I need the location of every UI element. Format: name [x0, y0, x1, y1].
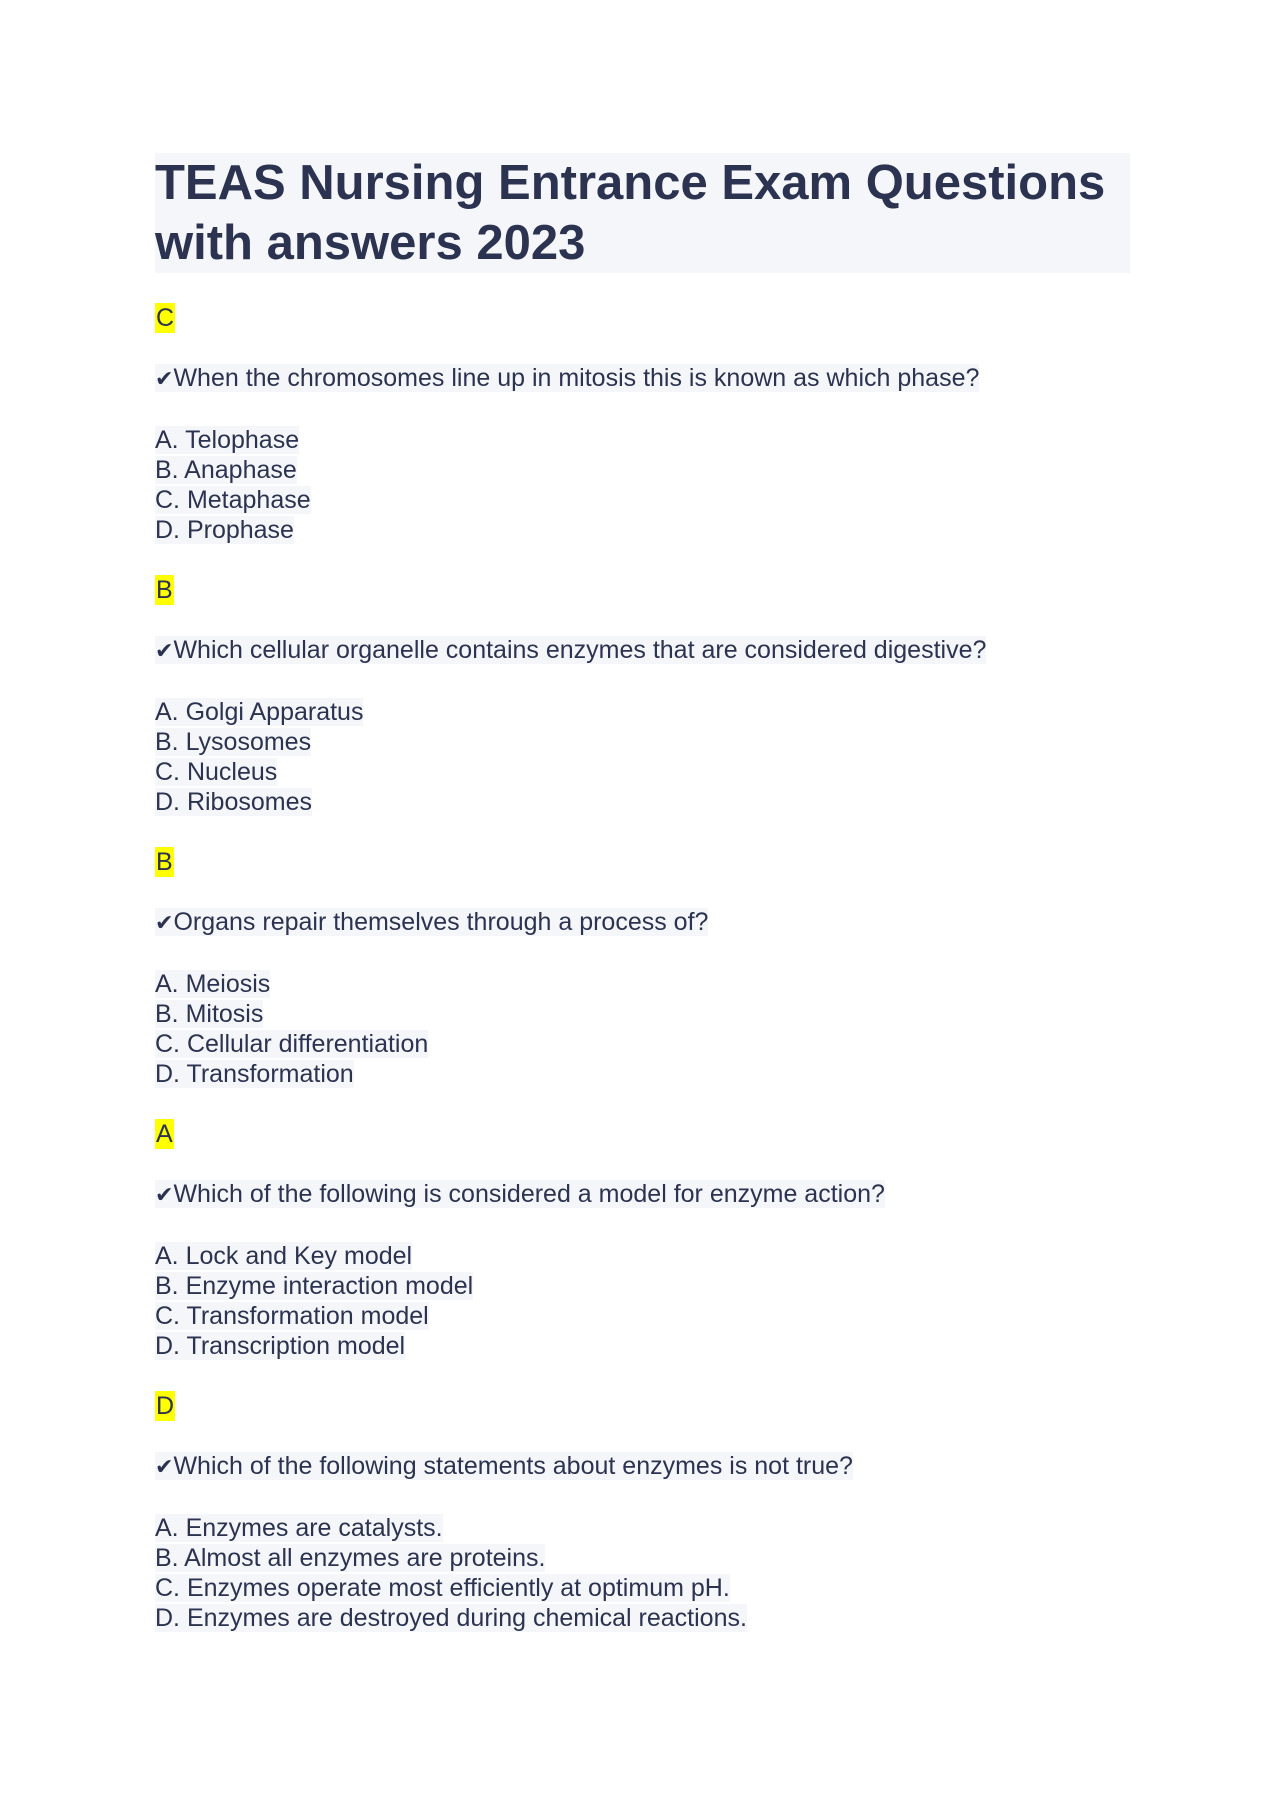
option-item: C. Metaphase: [155, 486, 311, 514]
question-label: When the chromosomes line up in mitosis this is known as which phase?: [173, 364, 980, 392]
answer-key: D: [156, 1392, 175, 1420]
options-list: [155, 425, 1130, 545]
option-item: C. Cellular differentiation: [155, 1030, 429, 1058]
checkmark-icon: ✔: [155, 639, 174, 664]
option-item: D. Prophase: [155, 516, 294, 544]
checkmark-icon: ✔: [155, 911, 174, 936]
checkmark-icon: ✔: [155, 1183, 174, 1208]
option-item: B. Enzyme interaction model: [155, 1272, 474, 1300]
option-item: D. Transformation: [155, 1060, 354, 1088]
option-item: D. Enzymes are destroyed during chemical reactions.: [155, 1604, 747, 1632]
answer-key: B: [156, 848, 173, 876]
question-label: Organs repair themselves through a process of?: [173, 908, 709, 936]
question-block: [155, 1391, 1130, 1633]
checkmark-icon: ✔: [155, 367, 174, 392]
page-title: TEAS Nursing Entrance Exam Questions with answers 2023: [155, 156, 1106, 270]
option-item: D. Transcription model: [155, 1332, 406, 1360]
checkmark-icon: ✔: [155, 1455, 174, 1480]
title-block: [155, 153, 1130, 273]
option-item: A. Enzymes are catalysts.: [155, 1514, 443, 1542]
question-block: [155, 1119, 1130, 1361]
options-list: [155, 697, 1130, 817]
options-list: [155, 1513, 1130, 1633]
options-list: [155, 969, 1130, 1089]
option-item: C. Nucleus: [155, 758, 278, 786]
answer-key: B: [156, 576, 173, 604]
question-text: [155, 1451, 1130, 1483]
option-item: B. Anaphase: [155, 456, 297, 484]
question-block: [155, 847, 1130, 1089]
question-block: [155, 303, 1130, 545]
answer-key: A: [156, 1120, 173, 1148]
option-item: A. Telophase: [155, 426, 300, 454]
question-text: [155, 1179, 1130, 1211]
document-page: [155, 153, 1130, 1633]
option-item: D. Ribosomes: [155, 788, 312, 816]
option-item: C. Enzymes operate most efficiently at optimum pH.: [155, 1574, 730, 1602]
option-item: C. Transformation model: [155, 1302, 429, 1330]
question-label: Which cellular organelle contains enzymes that are considered digestive?: [173, 636, 987, 664]
question-text: [155, 907, 1130, 939]
option-item: B. Almost all enzymes are proteins.: [155, 1544, 546, 1572]
options-list: [155, 1241, 1130, 1361]
question-label: Which of the following is considered a model for enzyme action?: [173, 1180, 885, 1208]
option-item: B. Lysosomes: [155, 728, 312, 756]
question-block: [155, 575, 1130, 817]
option-item: A. Golgi Apparatus: [155, 698, 364, 726]
answer-key: C: [156, 304, 175, 332]
option-item: A. Meiosis: [155, 970, 271, 998]
question-text: [155, 635, 1130, 667]
option-item: B. Mitosis: [155, 1000, 264, 1028]
option-item: A. Lock and Key model: [155, 1242, 413, 1270]
question-label: Which of the following statements about enzymes is not true?: [173, 1452, 853, 1480]
question-text: [155, 363, 1130, 395]
